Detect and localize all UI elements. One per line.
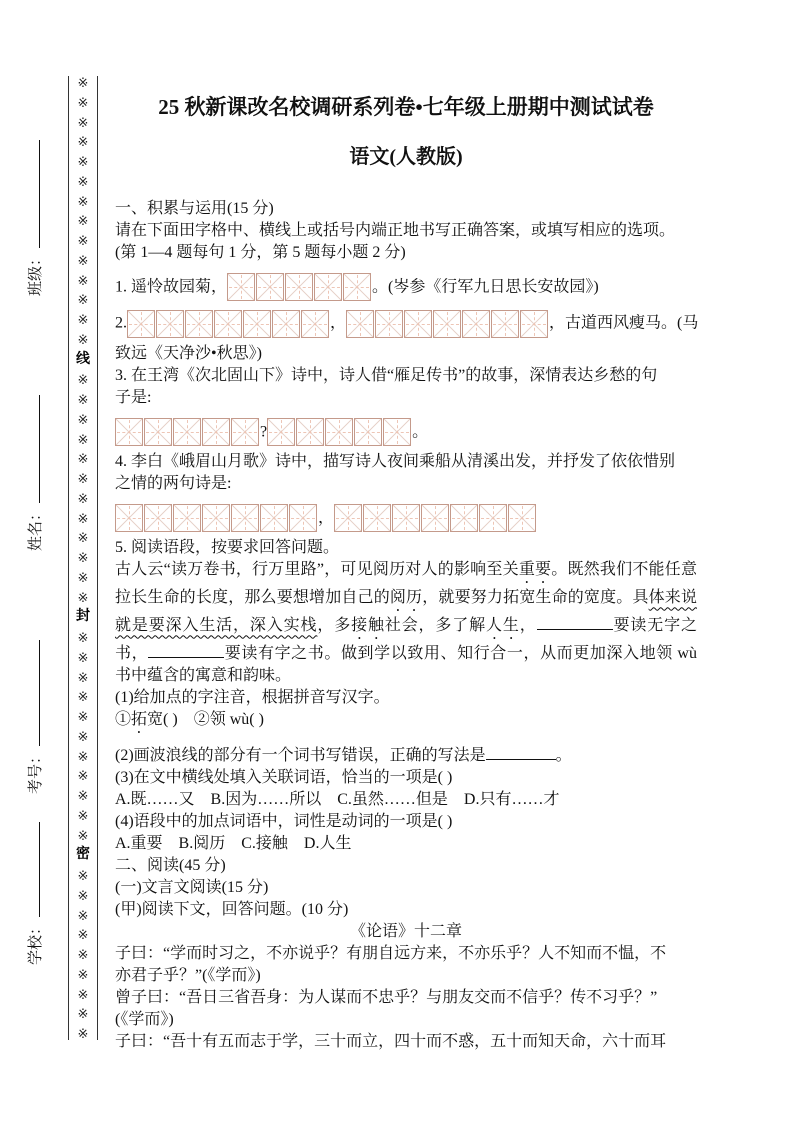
answer-grid-box[interactable] <box>354 418 382 446</box>
emphasized-word: 重要 <box>518 561 552 579</box>
seal-mark: ※ <box>77 372 89 388</box>
seal-mark: ※ <box>77 709 89 724</box>
answer-grid-box[interactable] <box>202 504 230 532</box>
page-title: 25 秋新课改名校调研系列卷•七年级上册期中测试试卷 <box>158 95 654 119</box>
field-exam-number <box>25 640 47 820</box>
answer-grid-box[interactable] <box>115 504 143 532</box>
seal-mark: ※ <box>77 907 89 923</box>
question-5-sub1: (1)给加点的字注音，根据拼音写汉字。 <box>115 689 390 707</box>
seal-mark: ※ <box>77 788 89 803</box>
answer-grid-box[interactable] <box>520 310 548 338</box>
seal-mark: ※ <box>77 431 89 447</box>
answer-grid-box[interactable] <box>296 418 324 446</box>
answer-grid-box[interactable] <box>508 504 536 532</box>
seal-mark: ※ <box>77 550 89 565</box>
field-class-blank[interactable] <box>26 140 40 248</box>
question-5-sub4-options: A.重要 B.阅历 C.接触 D.人生 <box>115 835 352 853</box>
fill-in-blank-1[interactable] <box>537 615 613 630</box>
question-3-row <box>115 415 697 449</box>
seal-mark: ※ <box>77 689 89 705</box>
question-3-text-line1: 3. 在王湾《次北固山下》诗中，诗人借“雁足传书”的故事，深情表达乡愁的句 <box>115 366 658 384</box>
sub1-item-pre: ① <box>115 711 132 729</box>
passage-text: ， <box>519 617 537 635</box>
question-5-sub3: (3)在文中横线处填入关联词语，恰当的一项是( ) <box>115 769 453 787</box>
answer-grid-box[interactable] <box>267 418 295 446</box>
seal-mark: ※ <box>77 510 89 526</box>
seal-mark: ※ <box>77 490 89 506</box>
fill-in-blank-2[interactable] <box>148 643 224 658</box>
passage-text: 。既然我们不能任意拉长生命的长度，那么要想增加自己的 <box>115 561 697 607</box>
seal-mark: ※ <box>77 768 89 784</box>
seal-mark: ※ <box>77 292 89 308</box>
analects-line: 子曰：“学而时习之，不亦说乎？有朋自远方来，不亦乐乎？人不知而不愠，不 <box>115 945 667 963</box>
question-5-passage <box>115 559 697 687</box>
answer-grid-box[interactable] <box>272 310 300 338</box>
answer-grid-box[interactable] <box>156 310 184 338</box>
emphasized-word: 拓 <box>131 711 148 729</box>
section2-jia-heading: (甲)阅读下文，回答问题。(10 分) <box>115 901 349 919</box>
seal-mark: ※ <box>77 589 89 605</box>
field-name <box>25 395 47 595</box>
question-5-sub3-options: A.既……又 B.因为……所以 C.虽然……但是 D.只有……才 <box>115 791 560 809</box>
seal-mark: ※ <box>77 392 89 407</box>
box-row-text: ， <box>330 314 347 332</box>
answer-grid-box[interactable] <box>144 504 172 532</box>
box-row-text: 。 <box>412 422 429 440</box>
field-name-label: 姓名： <box>28 506 44 552</box>
seal-mark: ※ <box>77 154 89 169</box>
answer-grid-box[interactable] <box>433 310 461 338</box>
emphasized-word: 接触 <box>351 617 385 635</box>
seal-mark: ※ <box>77 411 89 427</box>
section2-sub-heading: (一)文言文阅读(15 分) <box>115 879 269 897</box>
answer-grid-box[interactable] <box>173 418 201 446</box>
answer-grid-box[interactable] <box>231 504 259 532</box>
answer-grid-box[interactable] <box>479 504 507 532</box>
analects-line: 子曰：“吾十有五而志于学，三十而立，四十而不惑，五十而知天命，六十而耳 <box>115 1033 667 1051</box>
emphasized-word: 阅历 <box>389 589 423 607</box>
analects-line: (《学而》) <box>115 1011 174 1029</box>
answer-grid-box[interactable] <box>450 504 478 532</box>
answer-grid-box[interactable] <box>392 504 420 532</box>
question-2-row <box>115 306 697 340</box>
answer-grid-box[interactable] <box>383 418 411 446</box>
seal-mark: ※ <box>77 173 89 189</box>
question-4-text-line2: 之情的两句诗是: <box>115 474 232 492</box>
question-1-row <box>115 270 697 304</box>
analects-line: 亦君子乎？”(《学而》) <box>115 967 261 985</box>
answer-grid-box[interactable] <box>214 310 242 338</box>
passage-text: ，就要努力拓宽生命的宽度。具 <box>422 589 649 607</box>
answer-grid-box[interactable] <box>314 273 342 301</box>
question-5-intro: 5. 阅读语段，按要求回答问题。 <box>115 539 340 557</box>
fill-in-blank-sub2[interactable] <box>486 745 556 760</box>
sub2-period: 。 <box>555 747 572 765</box>
answer-grid-box[interactable] <box>202 418 230 446</box>
box-row-text: ? <box>260 422 268 440</box>
answer-grid-box[interactable] <box>375 310 403 338</box>
seal-mark: ※ <box>77 312 89 327</box>
seal-mark: ※ <box>77 94 89 110</box>
answer-grid-box[interactable] <box>421 504 449 532</box>
box-row-text: 。(岑参《行军九日思长安故园》) <box>372 278 599 296</box>
box-row-text: 1. 遥怜故园菊， <box>115 278 228 296</box>
seal-mark: ※ <box>77 569 89 585</box>
answer-grid-box[interactable] <box>144 418 172 446</box>
seal-mark: ※ <box>77 986 89 1002</box>
passage-text: 古人云“读万卷书，行万里路”，可见阅历对人的影响至关 <box>115 561 519 579</box>
seal-marks-column <box>68 76 98 1040</box>
answer-grid-box[interactable] <box>227 273 255 301</box>
box-row-text: 2. <box>115 314 127 332</box>
answer-grid-box[interactable] <box>260 504 288 532</box>
seal-mark: ※ <box>77 947 89 962</box>
section1-intro: 请在下面田字格中、横线上或括号内端正地书写正确答案，或填写相应的选项。 <box>115 222 676 239</box>
seal-mark: ※ <box>77 1026 89 1041</box>
seal-mark: ※ <box>77 649 89 665</box>
answer-grid-box[interactable] <box>185 310 213 338</box>
page-subtitle: 语文(人教版) <box>349 146 463 168</box>
field-school-blank[interactable] <box>26 822 40 917</box>
wavy-underlined-phrase: 体来说就是要深入生活，深入实栈 <box>115 589 697 635</box>
passage-title: 《论语》十二章 <box>349 923 462 941</box>
answer-grid-box[interactable] <box>404 310 432 338</box>
field-name-blank[interactable] <box>26 395 40 503</box>
section1-note: (第 1—4 题每句 1 分，第 5 题每小题 2 分) <box>115 244 406 261</box>
seal-mark: ※ <box>77 252 89 268</box>
box-row-text: ， <box>318 509 335 527</box>
answer-grid-box[interactable] <box>289 504 317 532</box>
passage-text: 要读有字之书。做到学以致用、知行合一，从而更加深入地领 wù 书中蕴含的寓意和韵味。 <box>115 645 697 685</box>
seal-mark: ※ <box>77 451 89 467</box>
question-5-sub2 <box>115 745 697 767</box>
seal-mark: ※ <box>77 331 89 347</box>
seal-mark: ※ <box>77 213 89 229</box>
section1-heading: 一、积累与运用(15 分) <box>115 200 274 217</box>
answer-grid-box[interactable] <box>231 418 259 446</box>
question-5-sub4: (4)语段中的加点词语中，词性是动词的一项是( ) <box>115 813 453 831</box>
seal-mark: ※ <box>77 966 89 982</box>
answer-grid-box[interactable] <box>325 418 353 446</box>
question-4-text-line1: 4. 李白《峨眉山月歌》诗中，描写诗人夜间乘船从清溪出发，并抒发了依依惜别 <box>115 452 676 470</box>
question-5-sub1-items <box>115 709 697 737</box>
seal-line-char: 线 <box>76 351 90 367</box>
answer-grid-box[interactable] <box>491 310 519 338</box>
answer-grid-box[interactable] <box>462 310 490 338</box>
answer-grid-box[interactable] <box>243 310 271 338</box>
passage-text: ，多 <box>317 617 352 635</box>
answer-grid-box[interactable] <box>127 310 155 338</box>
seal-mark: ※ <box>77 630 89 645</box>
field-class <box>25 140 47 320</box>
seal-mark: ※ <box>77 114 89 130</box>
passage-text: 要读无字之书， <box>115 617 697 663</box>
answer-grid-box[interactable] <box>363 504 391 532</box>
seal-mark: ※ <box>77 728 89 744</box>
emphasized-word: 人生 <box>486 617 520 635</box>
question-2-continuation: 致远《天净沙•秋思》) <box>115 344 262 362</box>
analects-line: 曾子曰：“吾日三省吾身：为人谋而不忠乎？与朋友交而不信乎？传不习乎？” <box>115 989 658 1007</box>
field-class-label: 班级： <box>28 251 44 297</box>
seal-line-char: 密 <box>76 847 90 863</box>
question-4-row <box>115 501 697 535</box>
seal-mark: ※ <box>77 193 89 209</box>
section2-heading: 二、阅读(45 分) <box>115 857 226 875</box>
field-school <box>25 822 47 988</box>
seal-mark: ※ <box>77 807 89 823</box>
answer-grid-box[interactable] <box>173 504 201 532</box>
seal-mark: ※ <box>77 927 89 943</box>
sub2-text: (2)画波浪线的部分有一个词书写错误，正确的写法是 <box>115 747 486 765</box>
box-row-text: ，古道西风瘦马。(马 <box>549 314 699 332</box>
answer-grid-box[interactable] <box>115 418 143 446</box>
seal-mark: ※ <box>77 233 89 248</box>
title-block <box>115 92 697 172</box>
seal-mark: ※ <box>77 827 89 843</box>
answer-grid-box[interactable] <box>256 273 284 301</box>
exam-paper <box>115 0 697 1053</box>
field-exam-number-label: 考号： <box>28 749 44 795</box>
answer-grid-box[interactable] <box>285 273 313 301</box>
seal-mark: ※ <box>77 887 89 903</box>
question-3-text-line2: 子是: <box>115 388 152 406</box>
answer-grid-box[interactable] <box>301 310 329 338</box>
answer-grid-box[interactable] <box>334 504 362 532</box>
seal-mark: ※ <box>77 530 89 546</box>
seal-mark: ※ <box>77 1006 89 1022</box>
seal-mark: ※ <box>77 272 89 288</box>
answer-grid-box[interactable] <box>346 310 374 338</box>
field-exam-number-blank[interactable] <box>26 640 40 746</box>
passage-text: 社会，多了解 <box>384 617 487 635</box>
seal-mark: ※ <box>77 134 89 150</box>
seal-mark: ※ <box>77 748 89 764</box>
field-school-label: 学校： <box>28 920 44 966</box>
seal-mark: ※ <box>77 868 89 883</box>
seal-mark: ※ <box>77 471 89 486</box>
sub1-item-rest: 宽( ) ②领 wù( ) <box>147 711 264 729</box>
answer-grid-box[interactable] <box>343 273 371 301</box>
seal-mark: ※ <box>77 669 89 685</box>
seal-mark: ※ <box>77 75 89 90</box>
seal-line-char: 封 <box>76 609 90 625</box>
